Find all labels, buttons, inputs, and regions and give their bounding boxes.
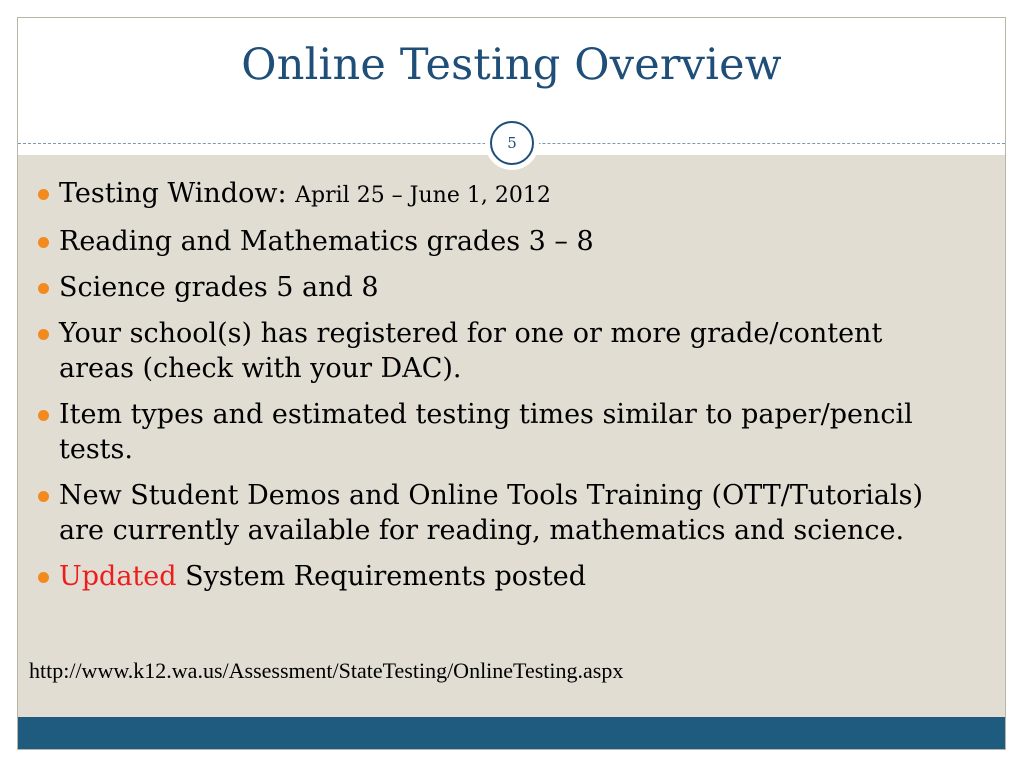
slide (17, 17, 1006, 750)
bullet-item-system-requirements (38, 559, 938, 594)
bullet-dot-icon (38, 189, 49, 200)
footer-bar (18, 717, 1005, 750)
page-number: 5 (490, 121, 534, 165)
slide-title: Online Testing Overview (241, 40, 782, 90)
bullet-text: Reading and Mathematics grades 3 – 8 (59, 226, 594, 257)
bullet-dot-icon (38, 491, 49, 502)
bullet-item-reading-math (38, 224, 938, 259)
updated-highlight: Updated (59, 561, 177, 592)
bullet-dot-icon (38, 329, 49, 340)
bullet-item-school-registration (38, 316, 938, 386)
bullet-text: Your school(s) has registered for one or more grade/content areas (check with your DAC). (59, 318, 883, 384)
bullet-item-science (38, 270, 938, 305)
bullet-detail: April 25 – June 1, 2012 (295, 183, 551, 208)
bullet-item-student-demos (38, 478, 938, 548)
bullet-dot-icon (38, 237, 49, 248)
bullet-list (38, 176, 938, 605)
page-number-badge (485, 116, 539, 170)
bullet-item-item-types (38, 397, 938, 467)
bullet-text: New Student Demos and Online Tools Training (OTT/Tutorials) are currently available for reading, mathematics and science. (59, 480, 924, 546)
bullet-dot-icon (38, 283, 49, 294)
bullet-item-testing-window (38, 176, 938, 213)
bullet-text: Item types and estimated testing times similar to paper/pencil tests. (59, 399, 913, 465)
bullet-dot-icon (38, 410, 49, 421)
bullet-label: Testing Window: (59, 178, 287, 209)
bullet-text: Science grades 5 and 8 (59, 272, 379, 303)
bullet-text: System Requirements posted (185, 561, 587, 592)
bullet-dot-icon (38, 572, 49, 583)
testing-url-link[interactable]: http://www.k12.wa.us/Assessment/StateTesting/OnlineTesting.aspx (29, 658, 624, 683)
